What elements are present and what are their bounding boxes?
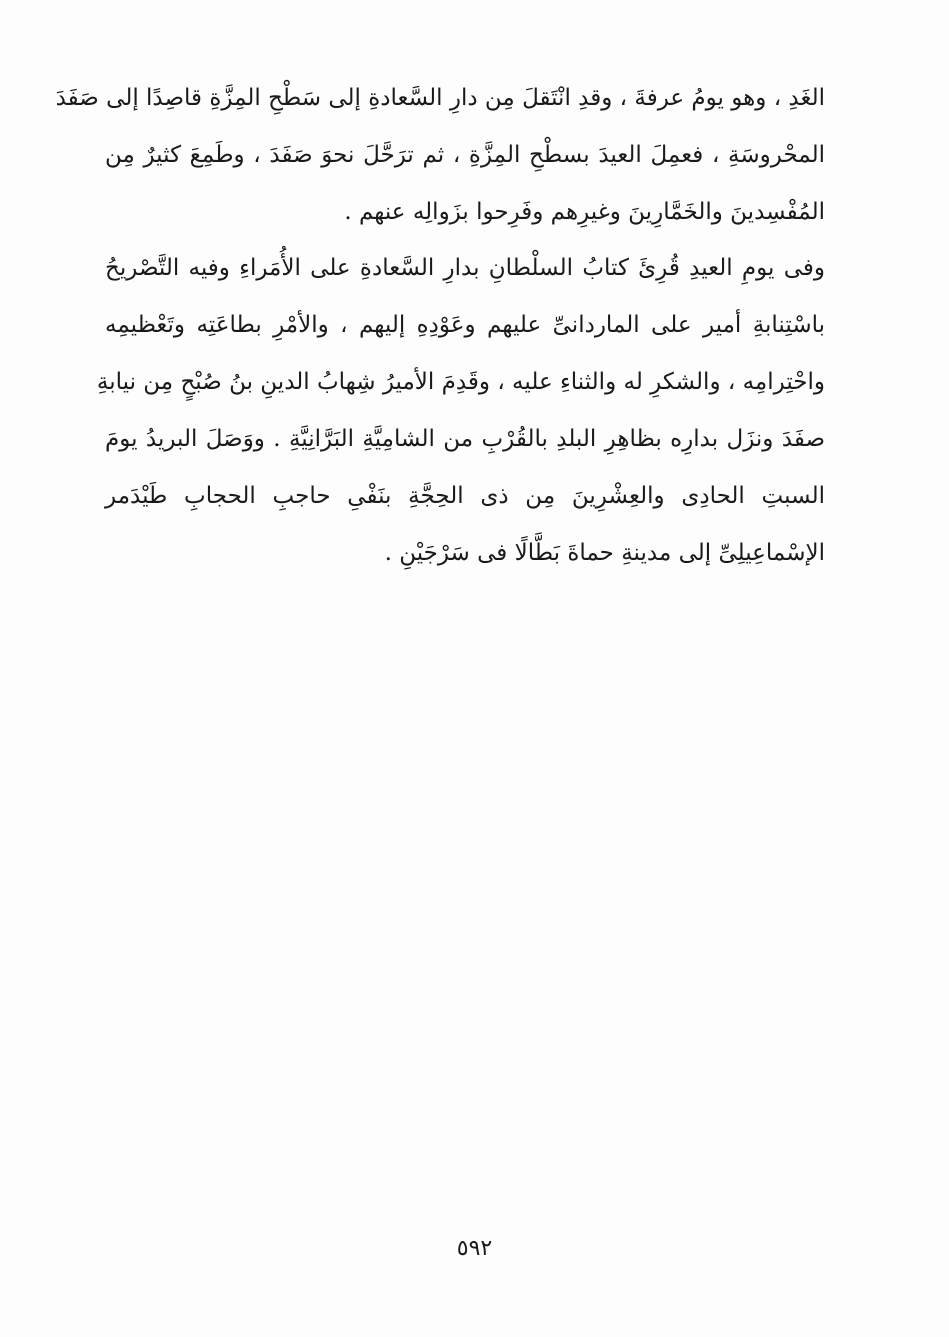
- text-line: الغَدِ ، وهو يومُ عرفةَ ، وقدِ انْتَقلَ مِن دارِ السَّعادةِ إلى سَطْحِ المِزَّةِ قاصِدًا إلى صَفَدَ: [55, 85, 825, 111]
- text-line: وفى يومِ العيدِ قُرِئَ كتابُ السلْطانِ بدارِ السَّعادةِ على الأُمَراءِ وفيه التَّصْريحُ: [105, 255, 825, 281]
- text-line: الإسْماعِيلِىِّ إلى مدينةِ حماةَ بَطَّالًا فى سَرْجَيْنِ .: [384, 540, 825, 566]
- text-line: السبتِ الحادِى والعِشْرِينَ مِن ذى الحِجَّةِ بنَفْىِ حاجبِ الحجابِ طَيْدَمر: [105, 483, 825, 509]
- text-line: واحْتِرامِه ، والشكرِ له والثناءِ عليه ، وقَدِمَ الأميرُ شِهابُ الدينِ بنُ صُبْحٍ مِن نيابةِ: [96, 369, 825, 395]
- text-line: المحْروسَةِ ، فعمِلَ العيدَ بسطْحِ المِزَّةِ ، ثم ترَحَّلَ نحوَ صَفَدَ ، وطَمِعَ كثيرٌ مِن: [105, 142, 825, 168]
- text-line: باسْتِنابةِ أمير على الماردانىِّ عليهم وعَوْدِهِ إليهم ، والأمْرِ بطاعَتِه وتَعْظيمِه: [105, 312, 825, 338]
- text-line: المُفْسِدينَ والخَمَّارِينَ وغيرِهم وفَرِحوا بزَوالِه عنهم .: [344, 199, 825, 225]
- paragraph-2: [96, 240, 825, 582]
- text-line: صفَدَ ونزَل بدارِه بظاهِرِ البلدِ بالقُرْبِ من الشامِيَّةِ البَرَّانِيَّةِ . ووَصَلَ البريدُ يومَ: [105, 426, 825, 452]
- paragraph-1: [55, 70, 825, 241]
- page-number: ٥٩٢: [456, 1236, 493, 1261]
